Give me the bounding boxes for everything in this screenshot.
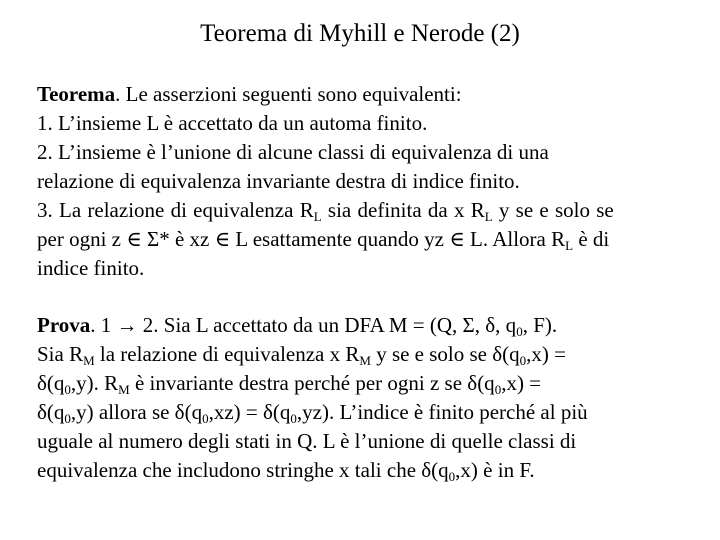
text: . 1 → 2. Sia L accettato da un DFA M = (Q, Σ, δ, q [90,313,517,337]
text: Sia R [37,342,84,366]
theorem-line-4: relazione di equivalenza invariante destra di indice finito. [37,169,520,193]
subscript: 0 [519,353,527,368]
proof-line-5: uguale al numero degli stati in Q. L è l’unione di quelle classi di [37,429,577,453]
text: 3. La relazione di equivalenza R [37,198,314,222]
text: ,y) allora se δ(q [70,400,203,424]
subscript: M [83,353,95,368]
text: la relazione di equivalenza x R [94,342,360,366]
text: ,x) è in F. [455,458,535,482]
theorem-line-1 [37,80,697,109]
theorem-label: Teorema [37,82,116,106]
proof-line-1 [37,311,697,340]
text: sia definita da x R [321,198,485,222]
subscript: 0 [516,324,523,339]
proof-line-2 [37,340,697,369]
subscript: L [313,209,322,224]
text: ,yz). L’indice è finito perché al più [296,400,588,424]
proof-line-4 [37,398,697,427]
text: ,xz) = δ(q [208,400,291,424]
slide-title: Teorema di Myhill e Nerode (2) [200,20,520,47]
theorem-line-7: indice finito. [37,256,145,280]
text: ,x) = [501,371,542,395]
text: ,y). R [70,371,119,395]
subscript: 0 [64,382,71,397]
subscript: 0 [202,411,209,426]
theorem-line-5 [37,196,697,225]
subscript: M [118,382,130,397]
text: per ogni z ∈ Σ* è xz ∈ L esattamente quando yz ∈ L. Allora R [37,227,566,251]
theorem-line-3: 2. L’insieme è l’unione di alcune classi di equivalenza di una [37,140,549,164]
subscript: L [484,209,493,224]
proof-block [37,311,697,485]
theorem-block [37,80,697,283]
text: , F). [522,313,558,337]
theorem-line-6 [37,225,697,254]
subscript: 0 [64,411,71,426]
proof-line-3 [37,369,697,398]
subscript: L [565,238,574,253]
subscript: 0 [494,382,502,397]
text: è invariante destra perché per ogni z se δ(q [129,371,495,395]
proof-label: Prova [37,313,91,337]
proof-line-6 [37,456,697,485]
text: y se e solo se δ(q [370,342,520,366]
text: equivalenza che includono stringhe x tali che δ(q [37,458,449,482]
subscript: M [359,353,371,368]
text: ,x) = [526,342,566,366]
text: δ(q [37,371,65,395]
subscript: 0 [290,411,297,426]
subscript: 0 [448,469,456,484]
theorem-line-1-text: . Le asserzioni seguenti sono equivalenti: [115,82,462,106]
theorem-line-2: 1. L’insieme L è accettato da un automa finito. [37,111,428,135]
text: è di [573,227,610,251]
text: y se e solo se [492,198,614,222]
text: δ(q [37,400,65,424]
